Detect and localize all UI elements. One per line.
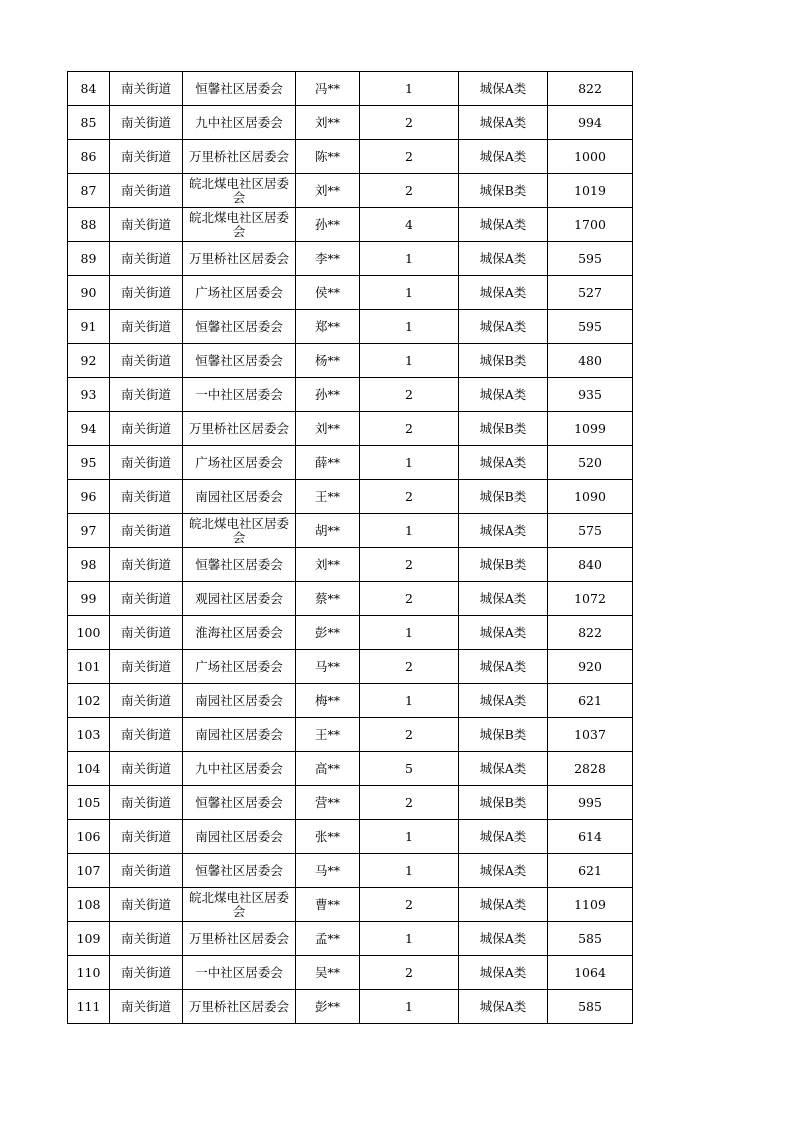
community-cell: 恒馨社区居委会 [183, 786, 296, 820]
household-count-cell: 1 [360, 310, 459, 344]
street-cell: 南关街道 [110, 548, 183, 582]
amount-cell: 621 [548, 684, 633, 718]
community-cell: 广场社区居委会 [183, 276, 296, 310]
name-cell: 郑** [296, 310, 360, 344]
table-row [68, 446, 633, 480]
household-count-cell: 1 [360, 990, 459, 1024]
street-cell: 南关街道 [110, 412, 183, 446]
street-cell: 南关街道 [110, 72, 183, 106]
insurance-type-cell: 城保A类 [459, 276, 548, 310]
community-cell: 南园社区居委会 [183, 684, 296, 718]
table-row [68, 242, 633, 276]
insurance-type-cell: 城保B类 [459, 480, 548, 514]
row-number-cell: 106 [68, 820, 110, 854]
community-cell: 淮海社区居委会 [183, 616, 296, 650]
name-cell: 侯** [296, 276, 360, 310]
household-count-cell: 1 [360, 242, 459, 276]
name-cell: 曹** [296, 888, 360, 922]
amount-cell: 1700 [548, 208, 633, 242]
name-cell: 薛** [296, 446, 360, 480]
table-row [68, 956, 633, 990]
household-count-cell: 2 [360, 582, 459, 616]
insurance-type-cell: 城保A类 [459, 616, 548, 650]
insurance-type-cell: 城保A类 [459, 956, 548, 990]
table-row [68, 990, 633, 1024]
row-number-cell: 111 [68, 990, 110, 1024]
street-cell: 南关街道 [110, 106, 183, 140]
street-cell: 南关街道 [110, 956, 183, 990]
community-cell: 万里桥社区居委会 [183, 990, 296, 1024]
household-count-cell: 1 [360, 684, 459, 718]
community-cell: 恒馨社区居委会 [183, 854, 296, 888]
amount-cell: 621 [548, 854, 633, 888]
name-cell: 刘** [296, 548, 360, 582]
name-cell: 孙** [296, 208, 360, 242]
name-cell: 马** [296, 854, 360, 888]
community-cell: 观园社区居委会 [183, 582, 296, 616]
row-number-cell: 97 [68, 514, 110, 548]
row-number-cell: 95 [68, 446, 110, 480]
household-count-cell: 2 [360, 480, 459, 514]
row-number-cell: 107 [68, 854, 110, 888]
table-row [68, 310, 633, 344]
row-number-cell: 92 [68, 344, 110, 378]
table-body [68, 72, 633, 1024]
row-number-cell: 104 [68, 752, 110, 786]
household-count-cell: 1 [360, 616, 459, 650]
table-row [68, 378, 633, 412]
household-count-cell: 2 [360, 888, 459, 922]
amount-cell: 1109 [548, 888, 633, 922]
street-cell: 南关街道 [110, 208, 183, 242]
row-number-cell: 87 [68, 174, 110, 208]
table-row [68, 344, 633, 378]
amount-cell: 1090 [548, 480, 633, 514]
household-count-cell: 2 [360, 174, 459, 208]
community-cell: 万里桥社区居委会 [183, 412, 296, 446]
table-row [68, 174, 633, 208]
row-number-cell: 103 [68, 718, 110, 752]
street-cell: 南关街道 [110, 616, 183, 650]
name-cell: 刘** [296, 106, 360, 140]
street-cell: 南关街道 [110, 242, 183, 276]
name-cell: 彭** [296, 990, 360, 1024]
household-count-cell: 1 [360, 344, 459, 378]
name-cell: 陈** [296, 140, 360, 174]
insurance-type-cell: 城保B类 [459, 786, 548, 820]
insurance-type-cell: 城保A类 [459, 140, 548, 174]
community-cell: 恒馨社区居委会 [183, 548, 296, 582]
row-number-cell: 86 [68, 140, 110, 174]
community-cell: 南园社区居委会 [183, 718, 296, 752]
table-row [68, 72, 633, 106]
household-count-cell: 2 [360, 786, 459, 820]
row-number-cell: 98 [68, 548, 110, 582]
household-count-cell: 1 [360, 72, 459, 106]
name-cell: 马** [296, 650, 360, 684]
name-cell: 高** [296, 752, 360, 786]
table-row [68, 412, 633, 446]
street-cell: 南关街道 [110, 854, 183, 888]
insurance-type-cell: 城保A类 [459, 310, 548, 344]
insurance-type-cell: 城保A类 [459, 820, 548, 854]
row-number-cell: 84 [68, 72, 110, 106]
amount-cell: 2828 [548, 752, 633, 786]
row-number-cell: 108 [68, 888, 110, 922]
household-count-cell: 2 [360, 378, 459, 412]
row-number-cell: 101 [68, 650, 110, 684]
name-cell: 刘** [296, 174, 360, 208]
insurance-type-cell: 城保B类 [459, 344, 548, 378]
household-count-cell: 1 [360, 854, 459, 888]
insurance-type-cell: 城保B类 [459, 174, 548, 208]
row-number-cell: 90 [68, 276, 110, 310]
street-cell: 南关街道 [110, 684, 183, 718]
street-cell: 南关街道 [110, 276, 183, 310]
insurance-type-cell: 城保A类 [459, 752, 548, 786]
street-cell: 南关街道 [110, 650, 183, 684]
amount-cell: 585 [548, 922, 633, 956]
row-number-cell: 99 [68, 582, 110, 616]
amount-cell: 595 [548, 310, 633, 344]
name-cell: 吴** [296, 956, 360, 990]
street-cell: 南关街道 [110, 888, 183, 922]
name-cell: 王** [296, 718, 360, 752]
table-row [68, 548, 633, 582]
household-count-cell: 5 [360, 752, 459, 786]
household-count-cell: 1 [360, 820, 459, 854]
household-count-cell: 2 [360, 548, 459, 582]
row-number-cell: 88 [68, 208, 110, 242]
table-row [68, 684, 633, 718]
community-cell: 皖北煤电社区居委会 [183, 174, 296, 208]
community-cell: 一中社区居委会 [183, 956, 296, 990]
street-cell: 南关街道 [110, 922, 183, 956]
amount-cell: 822 [548, 72, 633, 106]
table-row [68, 480, 633, 514]
name-cell: 张** [296, 820, 360, 854]
amount-cell: 935 [548, 378, 633, 412]
household-count-cell: 4 [360, 208, 459, 242]
household-count-cell: 1 [360, 276, 459, 310]
table-row [68, 650, 633, 684]
row-number-cell: 91 [68, 310, 110, 344]
community-cell: 万里桥社区居委会 [183, 922, 296, 956]
row-number-cell: 89 [68, 242, 110, 276]
table-row [68, 514, 633, 548]
street-cell: 南关街道 [110, 786, 183, 820]
name-cell: 王** [296, 480, 360, 514]
name-cell: 梅** [296, 684, 360, 718]
row-number-cell: 105 [68, 786, 110, 820]
amount-cell: 1064 [548, 956, 633, 990]
table-row [68, 786, 633, 820]
household-count-cell: 2 [360, 956, 459, 990]
name-cell: 孟** [296, 922, 360, 956]
insurance-type-cell: 城保A类 [459, 854, 548, 888]
community-cell: 皖北煤电社区居委会 [183, 888, 296, 922]
table-row [68, 276, 633, 310]
amount-cell: 520 [548, 446, 633, 480]
insurance-type-cell: 城保A类 [459, 208, 548, 242]
insurance-type-cell: 城保A类 [459, 514, 548, 548]
amount-cell: 1019 [548, 174, 633, 208]
street-cell: 南关街道 [110, 990, 183, 1024]
street-cell: 南关街道 [110, 752, 183, 786]
community-cell: 皖北煤电社区居委会 [183, 514, 296, 548]
row-number-cell: 102 [68, 684, 110, 718]
amount-cell: 1000 [548, 140, 633, 174]
table-row [68, 582, 633, 616]
name-cell: 彭** [296, 616, 360, 650]
street-cell: 南关街道 [110, 446, 183, 480]
insurance-type-cell: 城保A类 [459, 446, 548, 480]
community-cell: 南园社区居委会 [183, 820, 296, 854]
table-row [68, 616, 633, 650]
data-table [67, 71, 633, 1024]
insurance-type-cell: 城保A类 [459, 106, 548, 140]
insurance-type-cell: 城保A类 [459, 242, 548, 276]
table-row [68, 752, 633, 786]
household-count-cell: 1 [360, 446, 459, 480]
street-cell: 南关街道 [110, 514, 183, 548]
name-cell: 刘** [296, 412, 360, 446]
row-number-cell: 96 [68, 480, 110, 514]
amount-cell: 480 [548, 344, 633, 378]
name-cell: 营** [296, 786, 360, 820]
street-cell: 南关街道 [110, 582, 183, 616]
household-count-cell: 2 [360, 718, 459, 752]
amount-cell: 920 [548, 650, 633, 684]
row-number-cell: 93 [68, 378, 110, 412]
community-cell: 九中社区居委会 [183, 752, 296, 786]
household-count-cell: 2 [360, 650, 459, 684]
amount-cell: 995 [548, 786, 633, 820]
street-cell: 南关街道 [110, 140, 183, 174]
community-cell: 恒馨社区居委会 [183, 344, 296, 378]
insurance-type-cell: 城保A类 [459, 378, 548, 412]
household-count-cell: 2 [360, 412, 459, 446]
insurance-type-cell: 城保B类 [459, 548, 548, 582]
insurance-type-cell: 城保A类 [459, 922, 548, 956]
insurance-type-cell: 城保A类 [459, 582, 548, 616]
insurance-type-cell: 城保B类 [459, 718, 548, 752]
table-row [68, 140, 633, 174]
insurance-type-cell: 城保A类 [459, 650, 548, 684]
row-number-cell: 109 [68, 922, 110, 956]
name-cell: 孙** [296, 378, 360, 412]
street-cell: 南关街道 [110, 718, 183, 752]
row-number-cell: 85 [68, 106, 110, 140]
community-cell: 一中社区居委会 [183, 378, 296, 412]
insurance-type-cell: 城保A类 [459, 990, 548, 1024]
table-row [68, 820, 633, 854]
street-cell: 南关街道 [110, 310, 183, 344]
table-row [68, 854, 633, 888]
amount-cell: 1072 [548, 582, 633, 616]
household-count-cell: 1 [360, 922, 459, 956]
table-row [68, 106, 633, 140]
table-row [68, 718, 633, 752]
community-cell: 恒馨社区居委会 [183, 310, 296, 344]
community-cell: 南园社区居委会 [183, 480, 296, 514]
insurance-type-cell: 城保A类 [459, 72, 548, 106]
amount-cell: 1099 [548, 412, 633, 446]
amount-cell: 585 [548, 990, 633, 1024]
household-count-cell: 2 [360, 140, 459, 174]
amount-cell: 575 [548, 514, 633, 548]
name-cell: 冯** [296, 72, 360, 106]
name-cell: 胡** [296, 514, 360, 548]
table-row [68, 208, 633, 242]
amount-cell: 595 [548, 242, 633, 276]
community-cell: 广场社区居委会 [183, 650, 296, 684]
household-count-cell: 2 [360, 106, 459, 140]
community-cell: 广场社区居委会 [183, 446, 296, 480]
amount-cell: 1037 [548, 718, 633, 752]
name-cell: 李** [296, 242, 360, 276]
table-row [68, 922, 633, 956]
street-cell: 南关街道 [110, 174, 183, 208]
insurance-type-cell: 城保B类 [459, 412, 548, 446]
street-cell: 南关街道 [110, 820, 183, 854]
amount-cell: 527 [548, 276, 633, 310]
community-cell: 恒馨社区居委会 [183, 72, 296, 106]
amount-cell: 994 [548, 106, 633, 140]
amount-cell: 614 [548, 820, 633, 854]
amount-cell: 840 [548, 548, 633, 582]
name-cell: 蔡** [296, 582, 360, 616]
table-row [68, 888, 633, 922]
street-cell: 南关街道 [110, 480, 183, 514]
street-cell: 南关街道 [110, 378, 183, 412]
household-count-cell: 1 [360, 514, 459, 548]
community-cell: 皖北煤电社区居委会 [183, 208, 296, 242]
community-cell: 万里桥社区居委会 [183, 242, 296, 276]
insurance-type-cell: 城保A类 [459, 888, 548, 922]
row-number-cell: 94 [68, 412, 110, 446]
street-cell: 南关街道 [110, 344, 183, 378]
row-number-cell: 110 [68, 956, 110, 990]
amount-cell: 822 [548, 616, 633, 650]
name-cell: 杨** [296, 344, 360, 378]
insurance-type-cell: 城保A类 [459, 684, 548, 718]
community-cell: 万里桥社区居委会 [183, 140, 296, 174]
row-number-cell: 100 [68, 616, 110, 650]
community-cell: 九中社区居委会 [183, 106, 296, 140]
